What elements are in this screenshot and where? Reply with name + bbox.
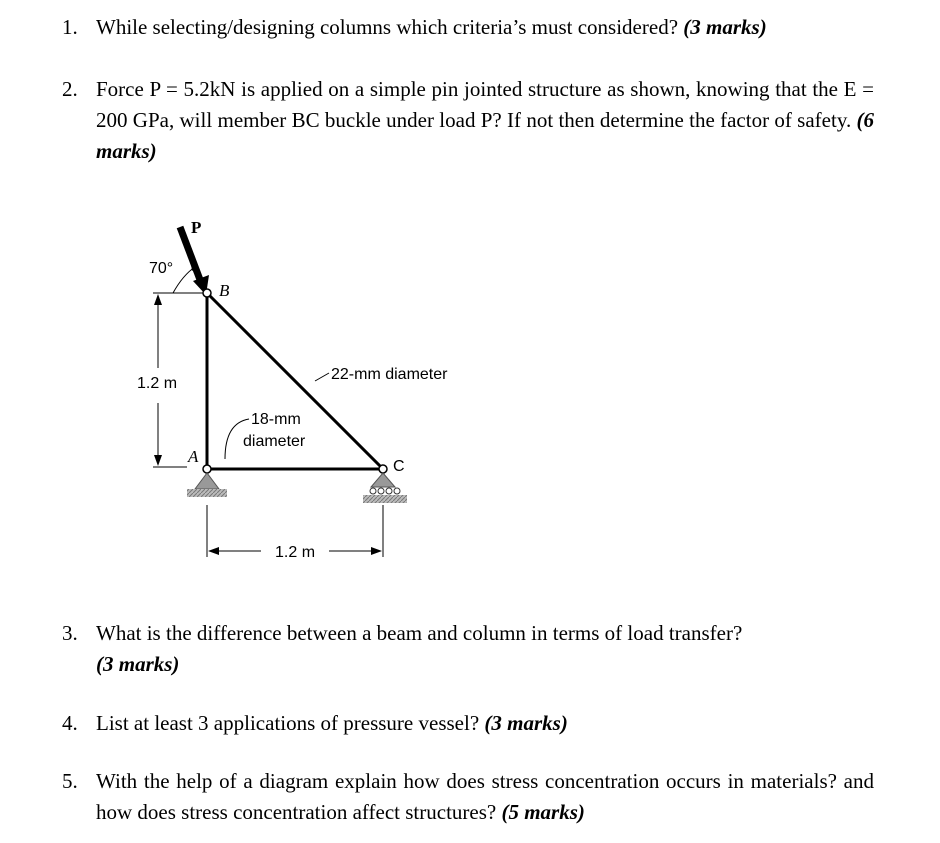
question-text xyxy=(96,618,874,680)
question-3 xyxy=(62,618,874,680)
truss-figure xyxy=(125,205,485,580)
question-5 xyxy=(62,766,874,828)
question-text xyxy=(96,766,874,828)
width-label: 1.2 m xyxy=(275,544,316,561)
question-marks: (3 marks) xyxy=(96,652,180,676)
question-marks: (3 marks) xyxy=(484,711,568,735)
node-c-label: C xyxy=(393,458,405,475)
height-label: 1.2 m xyxy=(137,375,178,392)
angle-label: 70° xyxy=(149,260,174,277)
node-a-label: A xyxy=(188,447,199,466)
question-body: While selecting/designing columns which criteria’s must considered? xyxy=(96,15,679,39)
load-arrow xyxy=(180,227,209,295)
question-body: With the help of a diagram explain how does stress concentration occurs in materials? and how does stress concentration affect structures? xyxy=(96,769,874,824)
question-text xyxy=(96,12,874,43)
angle-arc xyxy=(173,267,195,293)
question-number: 5. xyxy=(62,769,78,793)
load-label: P xyxy=(191,218,202,237)
bc-diameter-label: 22-mm diameter xyxy=(331,366,448,383)
support-a xyxy=(187,473,227,497)
question-text xyxy=(96,74,874,167)
question-number: 1. xyxy=(62,15,78,39)
question-4 xyxy=(62,708,874,739)
question-number: 3. xyxy=(62,621,78,645)
question-number: 4. xyxy=(62,711,78,735)
question-marks: (5 marks) xyxy=(501,800,585,824)
question-body: Force P = 5.2kN is applied on a simple pin jointed structure as shown, knowing that the E = 200 GPa, will member BC buckle under load P? If not then determine the factor of safety. xyxy=(96,77,874,132)
question-text xyxy=(96,708,874,739)
support-c xyxy=(363,473,407,503)
question-body: List at least 3 applications of pressure vessel? xyxy=(96,711,480,735)
question-2 xyxy=(62,74,874,167)
joint-a xyxy=(203,465,211,473)
question-1 xyxy=(62,12,874,43)
question-marks: (6 marks) xyxy=(96,108,875,163)
ab-diameter-label-1: 18-mm xyxy=(251,411,301,428)
node-b-label: B xyxy=(219,281,230,300)
joint-c xyxy=(379,465,387,473)
ab-diameter-label-2: diameter xyxy=(243,433,306,450)
question-marks: (3 marks) xyxy=(683,15,767,39)
question-body: What is the difference between a beam and column in terms of load transfer? xyxy=(96,621,743,645)
truss-diagram xyxy=(125,205,485,580)
joint-b xyxy=(203,289,211,297)
question-number: 2. xyxy=(62,77,78,101)
